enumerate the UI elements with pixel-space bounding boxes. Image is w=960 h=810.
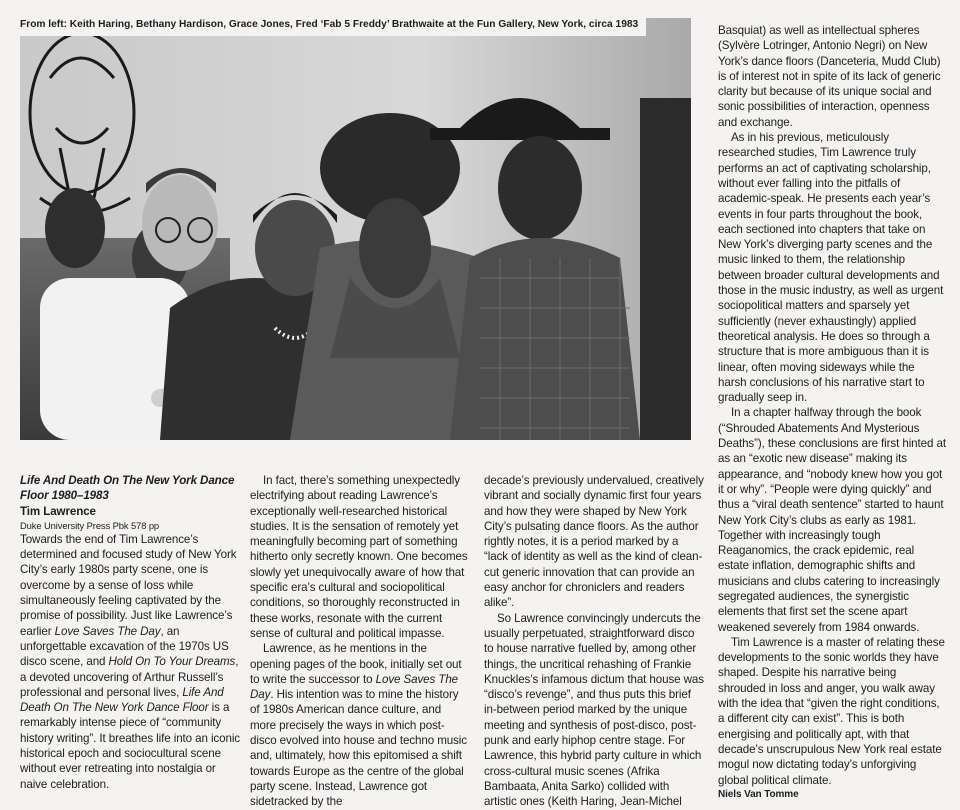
- book-author: Tim Lawrence: [20, 504, 96, 518]
- paragraph: As in his previous, meticulously researched studies, Tim Lawrence truly performs an act of captivating scholarship, without ever falling into the pitfalls of academic-speak. He presents each year’s events in four parts throughout the book, each sectioned into chapters that take on New York’s diverging party scenes and the music linked to them, the relationship between broader cultural developments and those in the music industry, as well as urgent sociopolitical matters and sparsely yet sufficiently (never exhaustingly) applied theoretical analysis. He does so through a structure that is more ambiguous than it is linear, often moving sideways while the harsh conclusions of his narrative start to gradually seep in.: [718, 131, 944, 405]
- paragraph: So Lawrence convincingly undercuts the usually perpetuated, straightforward disco to house narrative fuelled by, among other things, the uncritical rehashing of Frankie Knuckles’s infamous dictum that house was “disco’s revenge”, and thus puts this brief in-between period marked by the unique meeting and synthesis of post-disco, post-punk and early hiphop centre stage. For Lawrence, this hybrid party culture in which cross-cultural music scenes (Afrika Bambaata, Anita Sarko) collided with artistic ones (Keith Haring, Jean-Michel: [484, 611, 704, 809]
- photo-caption: From left: Keith Haring, Bethany Hardison, Grace Jones, Fred ‘Fab 5 Freddy’ Brathwaite at the Fun Gallery, New York, circa 1983: [20, 18, 646, 36]
- paragraph: In fact, there’s something unexpectedly electrifying about reading Lawrence’s exceptionally well-researched historical studies. It is the sensation of remotely yet meaningfully becoming part of something hitherto only secretly known. One becomes slowly yet unequivocally aware of how that specific era’s cultural and sociopolitical conditions, so thoroughly reconstructed in these works, resonate with the current sense of cultural and political impasse.: [250, 474, 468, 640]
- paragraph: Towards the end of Tim Lawrence’s determined and focused study of New York City’s early 1980s party scene, one is overcome by a sense of loss while simultaneously feeling captivated by the promise of possibility. Just like Lawrence’s earlier Love Saves The Day, an unforgettable excavation of the 1970s US disco scene, and Hold On To Your Dreams, a devoted uncovering of Arthur Russell’s professional and personal lives, Life And Death On The New York Dance Floor is a remarkably intense piece of “community history writing”. It breathes life into an iconic historical epoch and sociocultural scene without ever retreating into nostalgia or naive celebration.: [20, 532, 240, 791]
- paragraph: In a chapter halfway through the book (“Shrouded Abatements And Mysterious Deaths”), these conclusions are first hinted at as an “exotic new disease” making its appearance, and “nobody knew how you got it or why”. “People were dying quickly” and thus a “viral death sentence” started to haunt New York City’s clubs as early as 1981. Together with increasingly tough Reaganomics, the crack epidemic, real estate inflation, demographic shifts and musicians and clubs catering to increasingly segregated audiences, the synergistic elements that first set the scene apart weakened severely from 1984 onwards.: [718, 406, 946, 634]
- paragraph: decade’s previously undervalued, creatively vibrant and socially dynamic first four years and how they were shaped by New York City’s pulsating dance floors. As the author rightly notes, it is a period marked by a “lack of identity as well as the kind of clean-cut generic innovation that can provide an easy anchor for chroniclers and readers alike”.: [484, 474, 704, 610]
- paragraph: Tim Lawrence is a master of relating these developments to the sonic worlds they have shaped. Despite his narrative being shrouded in loss and anger, you walk away with the idea that “given the right conditions, a different city can exist”. This is both energising and politically apt, with that decade’s unscrupulous New York real estate mogul now dictating today’s unforgiving global political climate.: [718, 635, 945, 787]
- reviewer-signature: Niels Van Tomme: [718, 788, 799, 800]
- paragraph: Lawrence, as he mentions in the opening pages of the book, initially set out to write the successor to Love Saves The Day. His intention was to mine the history of 1980s American dance culture, and more precisely the ways in which post-disco evolved into house and techno music and, ultimately, how this epitomised a shift towards Europe as the centre of the global party scene. Instead, Lawrence got sidetracked by the: [250, 642, 467, 809]
- book-publisher: Duke University Press Pbk 578 pp: [20, 519, 160, 531]
- article-column-3: [484, 473, 704, 810]
- article-column-4: [718, 23, 946, 802]
- book-title: Life And Death On The New York Dance Floor 1980–1983: [20, 474, 235, 503]
- paragraph: Basquiat) as well as intellectual spheres (Sylvère Lotringer, Antonio Negri) on New York’s dance floors (Danceteria, Mudd Club) is of interest not in spite of its lack of generic clarity but because of its unique social and sonic possibilities of interaction, openness and exchange.: [718, 24, 941, 129]
- article-column-1: [20, 473, 242, 792]
- article-photo: [20, 18, 691, 440]
- photo-image: [20, 18, 691, 440]
- article-column-2: [250, 473, 470, 810]
